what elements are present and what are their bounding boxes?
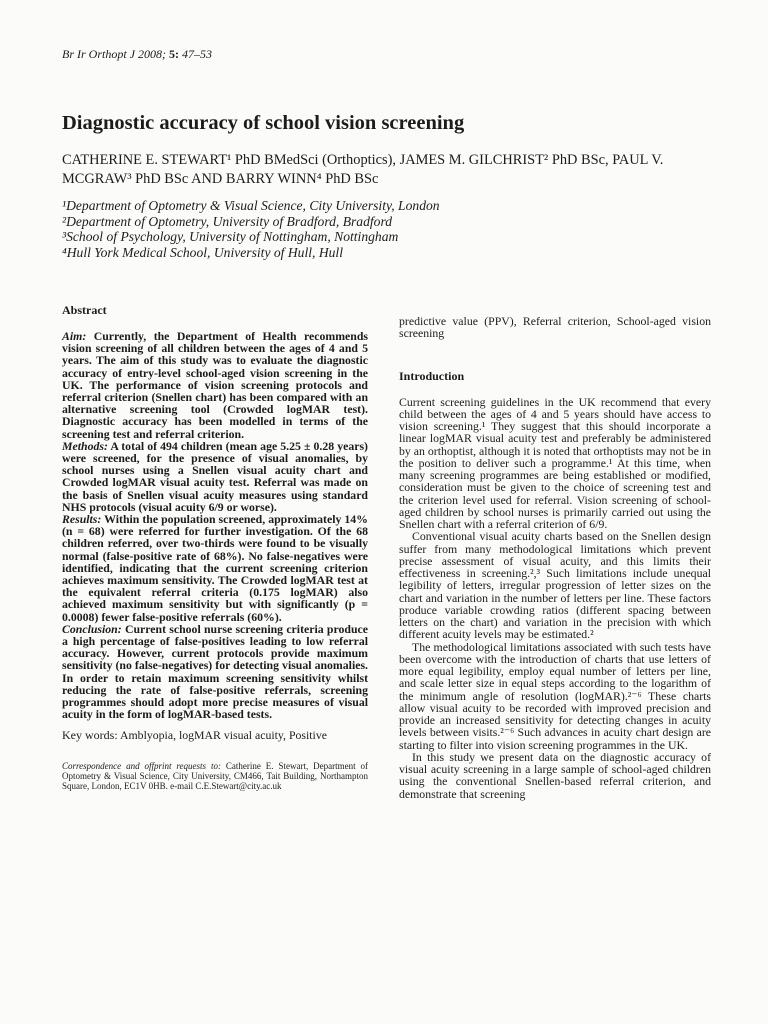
right-column xyxy=(399,315,711,800)
affiliation-3: ³School of Psychology, University of Nottingham, Nottingham xyxy=(62,229,399,245)
left-column xyxy=(62,303,368,791)
affiliation-1: ¹Department of Optometry & Visual Science, City University, London xyxy=(62,198,440,213)
conclusion-label: Conclusion: xyxy=(62,621,122,636)
keywords-label: Key words: xyxy=(62,727,118,742)
article-title: Diagnostic accuracy of school vision screening xyxy=(62,112,465,134)
intro-paragraph-1: Current screening guidelines in the UK recommend that every child between the ages of 4 and 5 years should have access to vision screening.¹ They suggest that this should incorporate a linear logMAR visual acuity test and preferably be administered by an orthoptist, although it is noted that orthoptists may not be in the position to deliver such a programme.¹ At this time, when many screening programmes are being established or modified, consideration must be given to the choice of screening test and the criterion level used for referral. Vision screening of school-aged children by school nurses is primarily carried out using the Snellen chart with a referral criterion of 6/9. xyxy=(399,394,711,531)
author-list: CATHERINE E. STEWART¹ PhD BMedSci (Orthoptics), JAMES M. GILCHRIST² PhD BSc, PAUL V. MCGRAW³ PhD BSc AND BARRY WINN⁴ PhD BSc xyxy=(62,152,664,187)
conclusion-text: Current school nurse screening criteria produce a high percentage of false-positives leading to low referral accuracy. However, current protocols provide maximum sensitivity (no false-negatives) for detecting visual anomalies. In order to retain maximum screening sensitivity whilst reducing the rate of false-positive referrals, screening programmes should adopt more precise measures of visual acuity in the form of logMAR-based tests. xyxy=(62,621,368,722)
affiliation-2: ²Department of Optometry, University of Bradford, Bradford xyxy=(62,213,393,229)
affiliation-4: ⁴Hull York Medical School, University of Hull, Hull xyxy=(62,244,343,260)
methods-label: Methods: xyxy=(62,438,108,453)
aim-text: Currently, the Department of Health recommends vision screening of all children between the ages of 4 and 5 years. The aim of this study was to evaluate the diagnostic accuracy of entry-level school-aged vision screening in the UK. The performance of vision screening protocols and referral criterion (Snellen chart) has been compared with an alternative screening tool (Crowded logMAR test). Diagnostic accuracy has been modelled in terms of the screening test and referral criterion. xyxy=(62,329,369,441)
journal-citation xyxy=(62,47,212,62)
aim-label: Aim: xyxy=(62,329,87,343)
correspondence-label: Correspondence and offprint requests to: xyxy=(62,760,221,771)
correspondence-text: Catherine E. Stewart, Department of Optometry & Visual Science, City University, CM466, Tait Building, Northampton Square, London, EC1V 0HB. e-mail C.E.Stewart@city.ac.uk xyxy=(62,760,368,791)
affiliation-list xyxy=(62,198,662,260)
journal-volume: 5: xyxy=(169,47,179,61)
journal-pages: 47–53 xyxy=(182,47,212,61)
journal-name: Br Ir Orthopt J xyxy=(62,47,135,61)
keywords-text-right: predictive value (PPV), Referral criterion, School-aged vision screening xyxy=(399,314,711,341)
correspondence-note xyxy=(62,761,368,792)
intro-paragraph-2: Conventional visual acuity charts based on the Snellen design suffer from many methodological limitations which prevent precise assessment of visual acuity, and this limits their effectiveness in screening.²,³ Such limitations include unequal legibility of letters, irregular progression of letter sizes on the chart and variation in the number of letters per line. These factors produce variable crowding ratios (different spacing between letters on the chart) and variation in the precision with which different acuity levels may be estimated.² xyxy=(399,529,711,642)
methods-text: A total of 494 children (mean age 5.25 ± 0.28 years) were screened, for the presence of visual anomalies, by school nurses using a Snellen visual acuity chart and Crowded logMAR visual acuity test. Referral was made on the basis of Snellen visual acuity measures using standard NHS protocols (visual acuity 6/9 or worse). xyxy=(62,438,368,514)
results-text: Within the population screened, approximately 14% (n = 68) were referred for further investigation. Of the 68 children referred, over two-thirds were found to be visually normal (false-positive rate of 68%). No false-negatives were identified, indicating that the current screening criterion achieves maximum sensitivity. The Crowded logMAR test at the equivalent referral criteria (0.175 logMAR) also achieved maximum sensitivity but with significantly (p = 0.0008) fewer false-positive referrals (60%). xyxy=(62,512,368,624)
abstract-heading: Abstract xyxy=(62,303,107,317)
intro-paragraph-4: In this study we present data on the diagnostic accuracy of visual acuity screening in a large sample of school-aged children using the conventional Snellen-based referral criterion, and demonstrate that screening xyxy=(399,749,711,801)
journal-year: 2008; xyxy=(138,47,166,61)
intro-paragraph-3: The methodological limitations associated with such tests have been overcome with the introduction of charts that use letters of more equal legibility, employ equal number of letters per line, and scale letter size in equal steps according to the logarithm of the minimum angle of resolution (logMAR).²⁻⁶ These charts allow visual acuity to be recorded with improved precision and provide an increased sensitivity for detecting changes in acuity levels between visits.²⁻⁶ Such advances in acuity chart design are starting to filter into vision screening programmes in the UK. xyxy=(399,639,711,752)
results-label: Results: xyxy=(62,512,102,527)
keywords xyxy=(62,728,368,742)
introduction-heading: Introduction xyxy=(399,368,465,383)
keywords-text-left: Amblyopia, logMAR visual acuity, Positive xyxy=(119,727,327,742)
abstract-body xyxy=(62,330,368,721)
